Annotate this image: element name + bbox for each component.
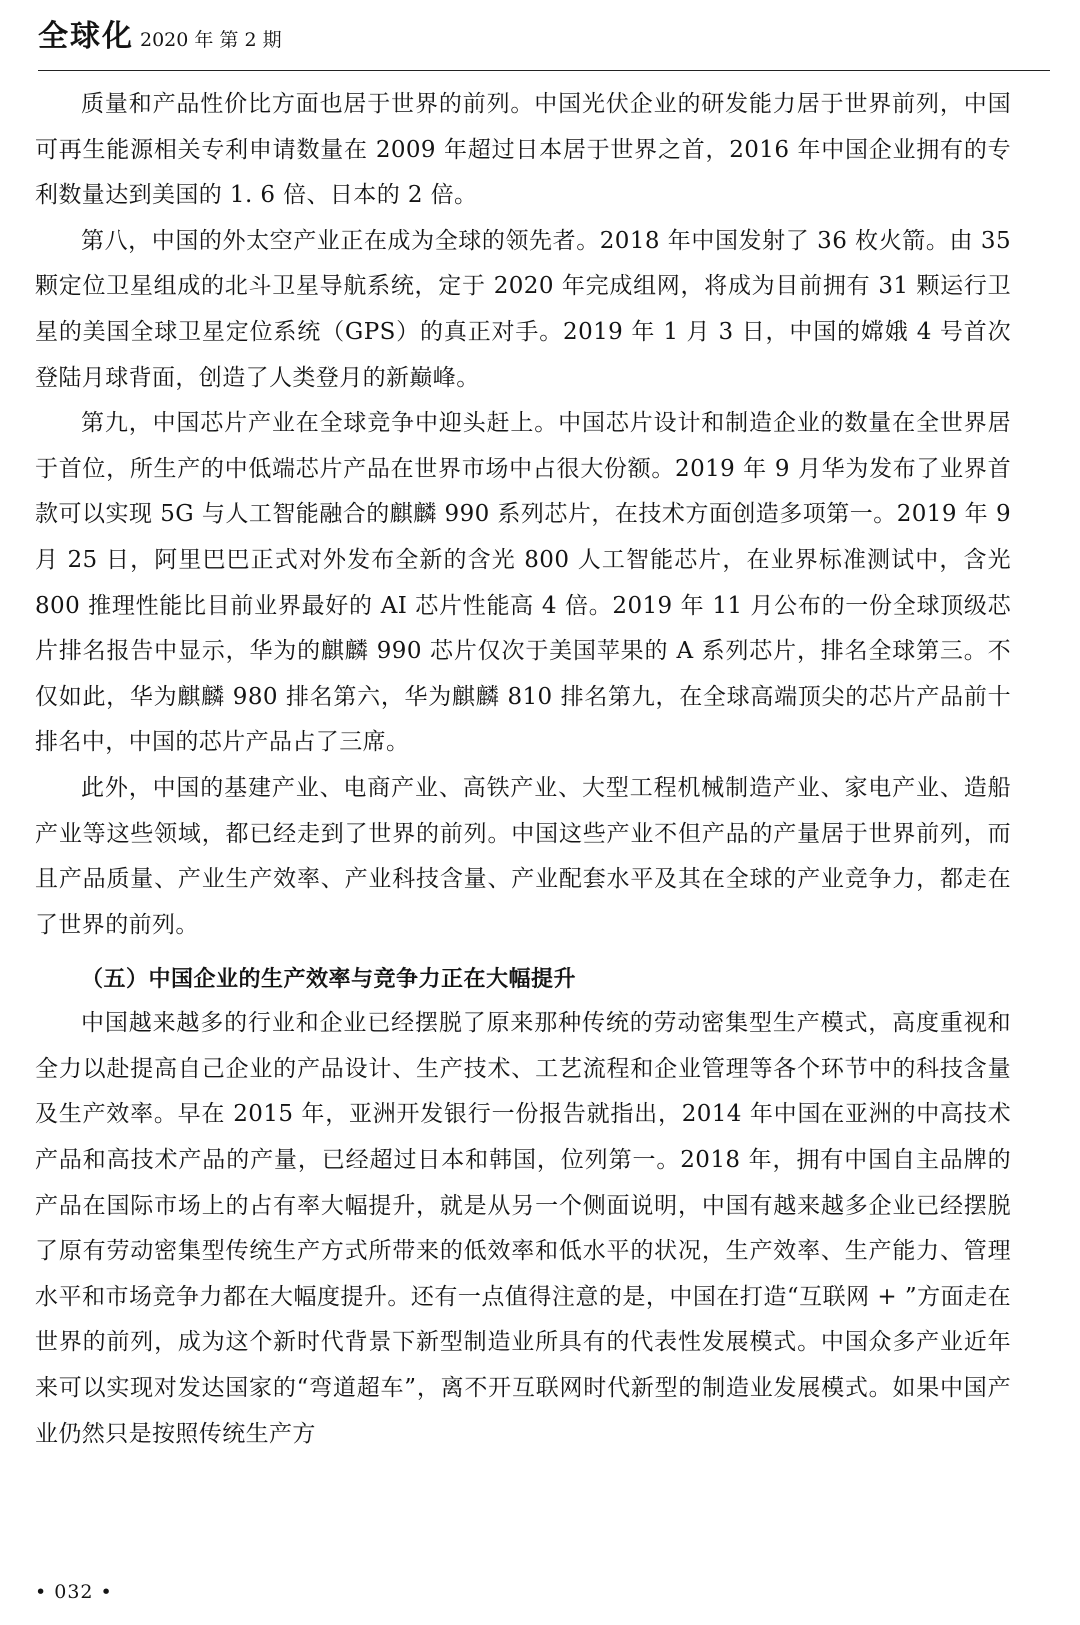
paragraph-efficiency: 中国越来越多的行业和企业已经摆脱了原来那种传统的劳动密集型生产模式，高度重视和全力以赴提高自己企业的产品设计、生产技术、工艺流程和企业管理等各个环节中的科技含量及生产效率。早在 2015 年，亚洲开发银行一份报告就指出，2014 年中国在亚洲的中高技术产品和高技术产品的产量，已经超过日本和韩国，位列第一。2018 年，拥有中国自主品牌的产品在国际市场上的占有率大幅提升，就是从另一个侧面说明，中国有越来越多企业已经摆脱了原有劳动密集型传统生产方式所带来的低效率和低水平的状况，生产效率、生产能力、管理水平和市场竞争力都在大幅度提升。还有一点值得注意的是，中国在打造“互联网 + ”方面走在世界的前列，成为这个新时代背景下新型制造业所具有的代表性发展模式。中国众多产业近年来可以实现对发达国家的“弯道超车”，离不开互联网时代新型的制造业发展模式。如果中国产业仍然只是按照传统生产方 [35,1010,1011,1447]
header-rule [38,70,1050,71]
paragraph-space-industry: 第八，中国的外太空产业正在成为全球的领先者。2018 年中国发射了 36 枚火箭。由 35 颗定位卫星组成的北斗卫星导航系统，定于 2020 年完成组网，将成为目前拥有 31 颗运行卫星的美国全球卫星定位系统（GPS）的真正对手。2019 年 1 月 3 日，中国的嫦娥 4 号首次登陆月球背面，创造了人类登月的新巅峰。 [35,227,1011,391]
paragraph-chip-industry: 第九，中国芯片产业在全球竞争中迎头赶上。中国芯片设计和制造企业的数量在全世界居于首位，所生产的中低端芯片产品在世界市场中占很大份额。2019 年 9 月华为发布了业界首款可以实现 5G 与人工智能融合的麒麟 990 系列芯片，在技术方面创造多项第一。2019 年 9 月 25 日，阿里巴巴正式对外发布全新的含光 800 人工智能芯片，在业界标准测试中，含光 800 推理性能比目前业界最好的 AI 芯片性能高 4 倍。2019 年 11 月公布的一份全球顶级芯片排名报告中显示，华为的麒麟 990 芯片仅次于美国苹果的 A 系列芯片，排名全球第三。不仅如此，华为麒麟 980 排名第六，华为麒麟 810 排名第九，在全球高端顶尖的芯片产品前十排名中，中国的芯片产品占了三席。 [35,410,1011,756]
journal-name: 全球化 [38,19,134,54]
article-body [35,82,1011,1457]
page-number: • 032 • [35,1581,113,1603]
section-heading: （五）中国企业的生产效率与竞争力正在大幅提升 [81,967,577,993]
paragraph-solar-patents: 质量和产品性价比方面也居于世界的前列。中国光伏企业的研发能力居于世界前列，中国可再生能源相关专利申请数量在 2009 年超过日本居于世界之首，2016 年中国企业拥有的专利数量达到美国的 1. 6 倍、日本的 2 倍。 [35,91,1011,209]
running-header [38,14,282,60]
paragraph-other-industries: 此外，中国的基建产业、电商产业、高铁产业、大型工程机械制造产业、家电产业、造船产业等这些领域，都已经走到了世界的前列。中国这些产业不但产品的产量居于世界前列，而且产品质量、产业生产效率、产业科技含量、产业配套水平及其在全球的产业竞争力，都走在了世界的前列。 [35,774,1011,938]
issue-label: 2020 年 第 2 期 [140,29,282,51]
